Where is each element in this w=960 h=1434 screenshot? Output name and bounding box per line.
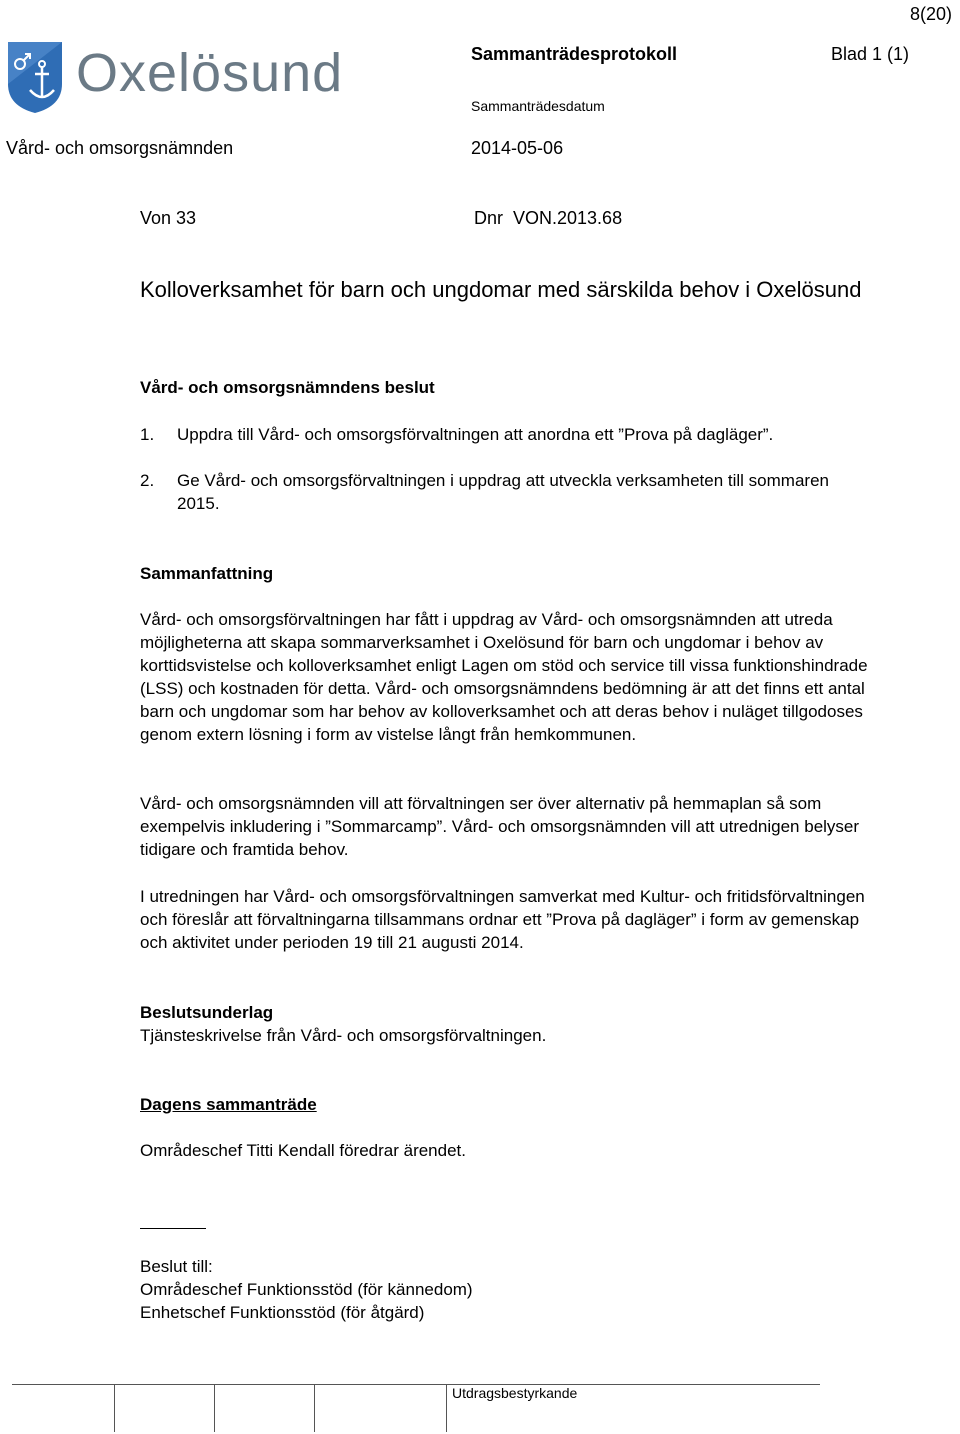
- footer-divider: [446, 1385, 447, 1432]
- footer-certification-label: Utdragsbestyrkande: [452, 1385, 578, 1401]
- meeting-heading: Dagens sammanträde: [140, 1095, 317, 1114]
- committee-name: Vård- och omsorgsnämnden: [6, 138, 234, 158]
- decision-heading: Vård- och omsorgsnämndens beslut: [140, 378, 435, 397]
- signature-separator: [140, 1228, 206, 1229]
- decision-item-text: Uppdra till Vård- och omsorgsförvaltningen att anordna ett ”Prova på dagläger”.: [177, 425, 774, 444]
- summary-paragraph-1: Vård- och omsorgsförvaltningen har fått i uppdrag av Vård- och omsorgsnämnden att utreda möjligheterna att skapa sommarverksamhet i Oxelösund för barn och ungdomar i behov av korttidsvistelse och kolloverksamhet enligt Lagen om stöd och service till vissa funktionshindrade (LSS) och kostnaden för detta. Vård- och omsorgsnämndens bedömning är att det finns ett antal barn och ungdomar som har behov av kolloverksamhet och att deras behov i nuläget tillgodoses genom extern lösning i form av vistelse långt från hemkommunen.: [140, 610, 868, 744]
- distribution-label: Beslut till:: [140, 1257, 213, 1276]
- decision-item-text: Ge Vård- och omsorgsförvaltningen i uppdrag att utveckla verksamheten till sommaren 2015.: [177, 471, 829, 513]
- footer-divider: [314, 1385, 315, 1432]
- document-type: Sammanträdesprotokoll: [471, 44, 678, 64]
- footer-divider: [214, 1385, 215, 1432]
- decision-item-number: 1.: [140, 425, 155, 444]
- summary-paragraph-3: I utredningen har Vård- och omsorgsförvaltningen samverkat med Kultur- och fritidsförvaltningen och föreslår att förvaltningarna tillsammans ordnar ett ”Prova på dagläger” i form av gemenskap och aktivitet under perioden 19 till 21 augusti 2014.: [140, 887, 865, 952]
- distribution-recipient: Enhetschef Funktionsstöd (för åtgärd): [140, 1303, 425, 1322]
- summary-paragraph-2: Vård- och omsorgsnämnden vill att förvaltningen ser över alternativ på hemmaplan så som exempelvis inkludering i ”Sommarcamp”. Vård- och omsorgsnämnden vill att utrednigen belyser tidigare och framtida behov.: [140, 794, 860, 859]
- page-counter: 8(20): [909, 4, 952, 24]
- footer-rule: [12, 1384, 820, 1385]
- diary-number: Dnr VON.2013.68: [474, 208, 623, 228]
- logo-wordmark: Oxelösund: [76, 43, 344, 103]
- meeting-date-label: Sammanträdesdatum: [471, 98, 605, 114]
- distribution-recipient: Områdeschef Funktionsstöd (för kännedom): [140, 1280, 473, 1299]
- coat-of-arms-icon: [6, 40, 64, 114]
- basis-heading: Beslutsunderlag: [140, 1003, 274, 1022]
- case-number: Von 33: [140, 208, 197, 228]
- footer-divider: [114, 1385, 115, 1432]
- sheet-number: Blad 1 (1): [831, 44, 910, 64]
- basis-text: Tjänsteskrivelse från Vård- och omsorgsförvaltningen.: [140, 1026, 547, 1045]
- case-title: Kolloverksamhet för barn och ungdomar med särskilda behov i Oxelösund: [140, 277, 862, 302]
- meeting-date: 2014-05-06: [471, 138, 564, 158]
- meeting-text: Områdeschef Titti Kendall föredrar ärendet.: [140, 1141, 466, 1160]
- decision-item-number: 2.: [140, 471, 155, 490]
- municipality-logo: [6, 40, 344, 115]
- summary-heading: Sammanfattning: [140, 564, 274, 583]
